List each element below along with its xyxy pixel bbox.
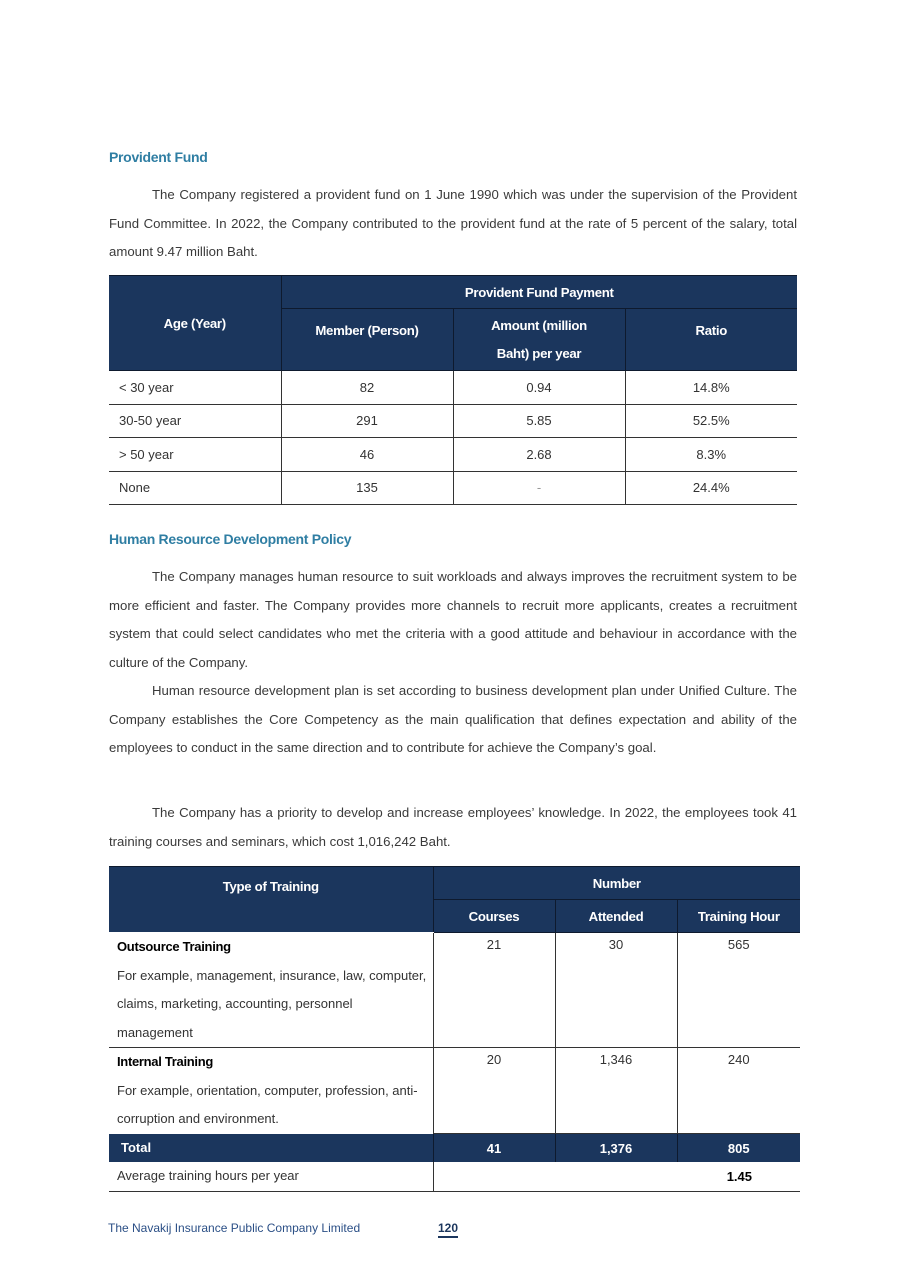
total-row (109, 1134, 800, 1163)
average-value: 1.45 (433, 1162, 800, 1191)
col-type-header: Type of Training (109, 867, 433, 933)
col-amount-header: Amount (million Baht) per year (453, 309, 625, 371)
hr-paragraph-3 (109, 799, 797, 856)
training-type-cell (109, 1048, 433, 1134)
provident-fund-paragraph-text: The Company registered a provident fund on 1 June 1990 which was under the supervision of the Provident Fund Committee. In 2022, the Company contributed to the provident fund at the rate of 5 percent of the salary, total amount 9.47 million Baht. (109, 187, 797, 259)
hr-paragraph-1-text: The Company manages human resource to suit workloads and always improves the recruitment system to be more efficient and faster. The Company provides more channels to recruit more applicants, creates a recruitment system that could select candidates who met the criteria with a good attitude and behaviour in accordance with the culture of the Company. (109, 569, 797, 670)
col-courses-header: Courses (433, 900, 555, 933)
training-type-description: For example, orientation, computer, profession, anti-corruption and environment. (117, 1082, 418, 1126)
amount-cell: 5.85 (453, 404, 625, 438)
table-row (109, 933, 800, 1048)
col-hours-header: Training Hour (677, 900, 800, 933)
group-header-number: Number (433, 867, 800, 900)
training-type-title: Outsource Training (117, 939, 231, 954)
ratio-cell: 14.8% (625, 371, 797, 405)
footer-company-name: The Navakij Insurance Public Company Limited (108, 1221, 361, 1235)
table-row (109, 404, 797, 438)
hr-paragraph-2 (109, 677, 797, 763)
provident-fund-heading: Provident Fund (109, 149, 208, 165)
member-cell: 82 (281, 371, 453, 405)
age-cell: < 30 year (109, 371, 281, 405)
table-row (109, 471, 797, 505)
table-row (109, 438, 797, 472)
ratio-cell: 24.4% (625, 471, 797, 505)
total-hours: 805 (677, 1134, 800, 1163)
average-row (109, 1162, 800, 1191)
hours-cell: 240 (677, 1048, 800, 1134)
age-cell: > 50 year (109, 438, 281, 472)
amount-cell: 2.68 (453, 438, 625, 472)
ratio-cell: 8.3% (625, 438, 797, 472)
col-attended-header: Attended (555, 900, 677, 933)
col-ratio-header: Ratio (625, 309, 797, 371)
ratio-cell: 52.5% (625, 404, 797, 438)
member-cell: 291 (281, 404, 453, 438)
training-header-row (109, 867, 800, 900)
col-member-header: Member (Person) (281, 309, 453, 371)
training-table (109, 866, 800, 1192)
courses-cell: 20 (433, 1048, 555, 1134)
hours-cell: 565 (677, 933, 800, 1048)
table-row (109, 371, 797, 405)
courses-cell: 21 (433, 933, 555, 1048)
training-type-cell (109, 933, 433, 1048)
group-header-payment: Provident Fund Payment (281, 276, 797, 309)
hr-paragraph-1 (109, 563, 797, 677)
amount-cell: - (453, 471, 625, 505)
member-cell: 46 (281, 438, 453, 472)
hr-paragraph-3-text: The Company has a priority to develop and increase employees’ knowledge. In 2022, the employees took 41 training courses and seminars, which cost 1,016,242 Baht. (109, 805, 797, 849)
member-cell: 135 (281, 471, 453, 505)
provident-fund-paragraph (109, 181, 797, 267)
attended-cell: 30 (555, 933, 677, 1048)
age-cell: 30-50 year (109, 404, 281, 438)
provident-fund-table (109, 275, 797, 505)
hr-development-heading: Human Resource Development Policy (109, 531, 352, 547)
page-number: 120 (438, 1221, 458, 1238)
training-type-title: Internal Training (117, 1054, 214, 1069)
amount-cell: 0.94 (453, 371, 625, 405)
table-row (109, 1048, 800, 1134)
average-label: Average training hours per year (109, 1162, 433, 1191)
total-attended: 1,376 (555, 1134, 677, 1163)
col-age-header: Age (Year) (109, 276, 281, 371)
training-type-description: For example, management, insurance, law, computer, claims, marketing, accounting, personnel management (117, 967, 427, 1040)
total-label: Total (109, 1134, 433, 1163)
attended-cell: 1,346 (555, 1048, 677, 1134)
provident-fund-header-row (109, 276, 797, 309)
age-cell: None (109, 471, 281, 505)
total-courses: 41 (433, 1134, 555, 1163)
hr-paragraph-2-text: Human resource development plan is set according to business development plan under Unified Culture. The Company establishes the Core Competency as the main qualification that defines expectation and ability of the employees to conduct in the same direction and to contribute for achieve the Company’s goal. (109, 683, 797, 755)
